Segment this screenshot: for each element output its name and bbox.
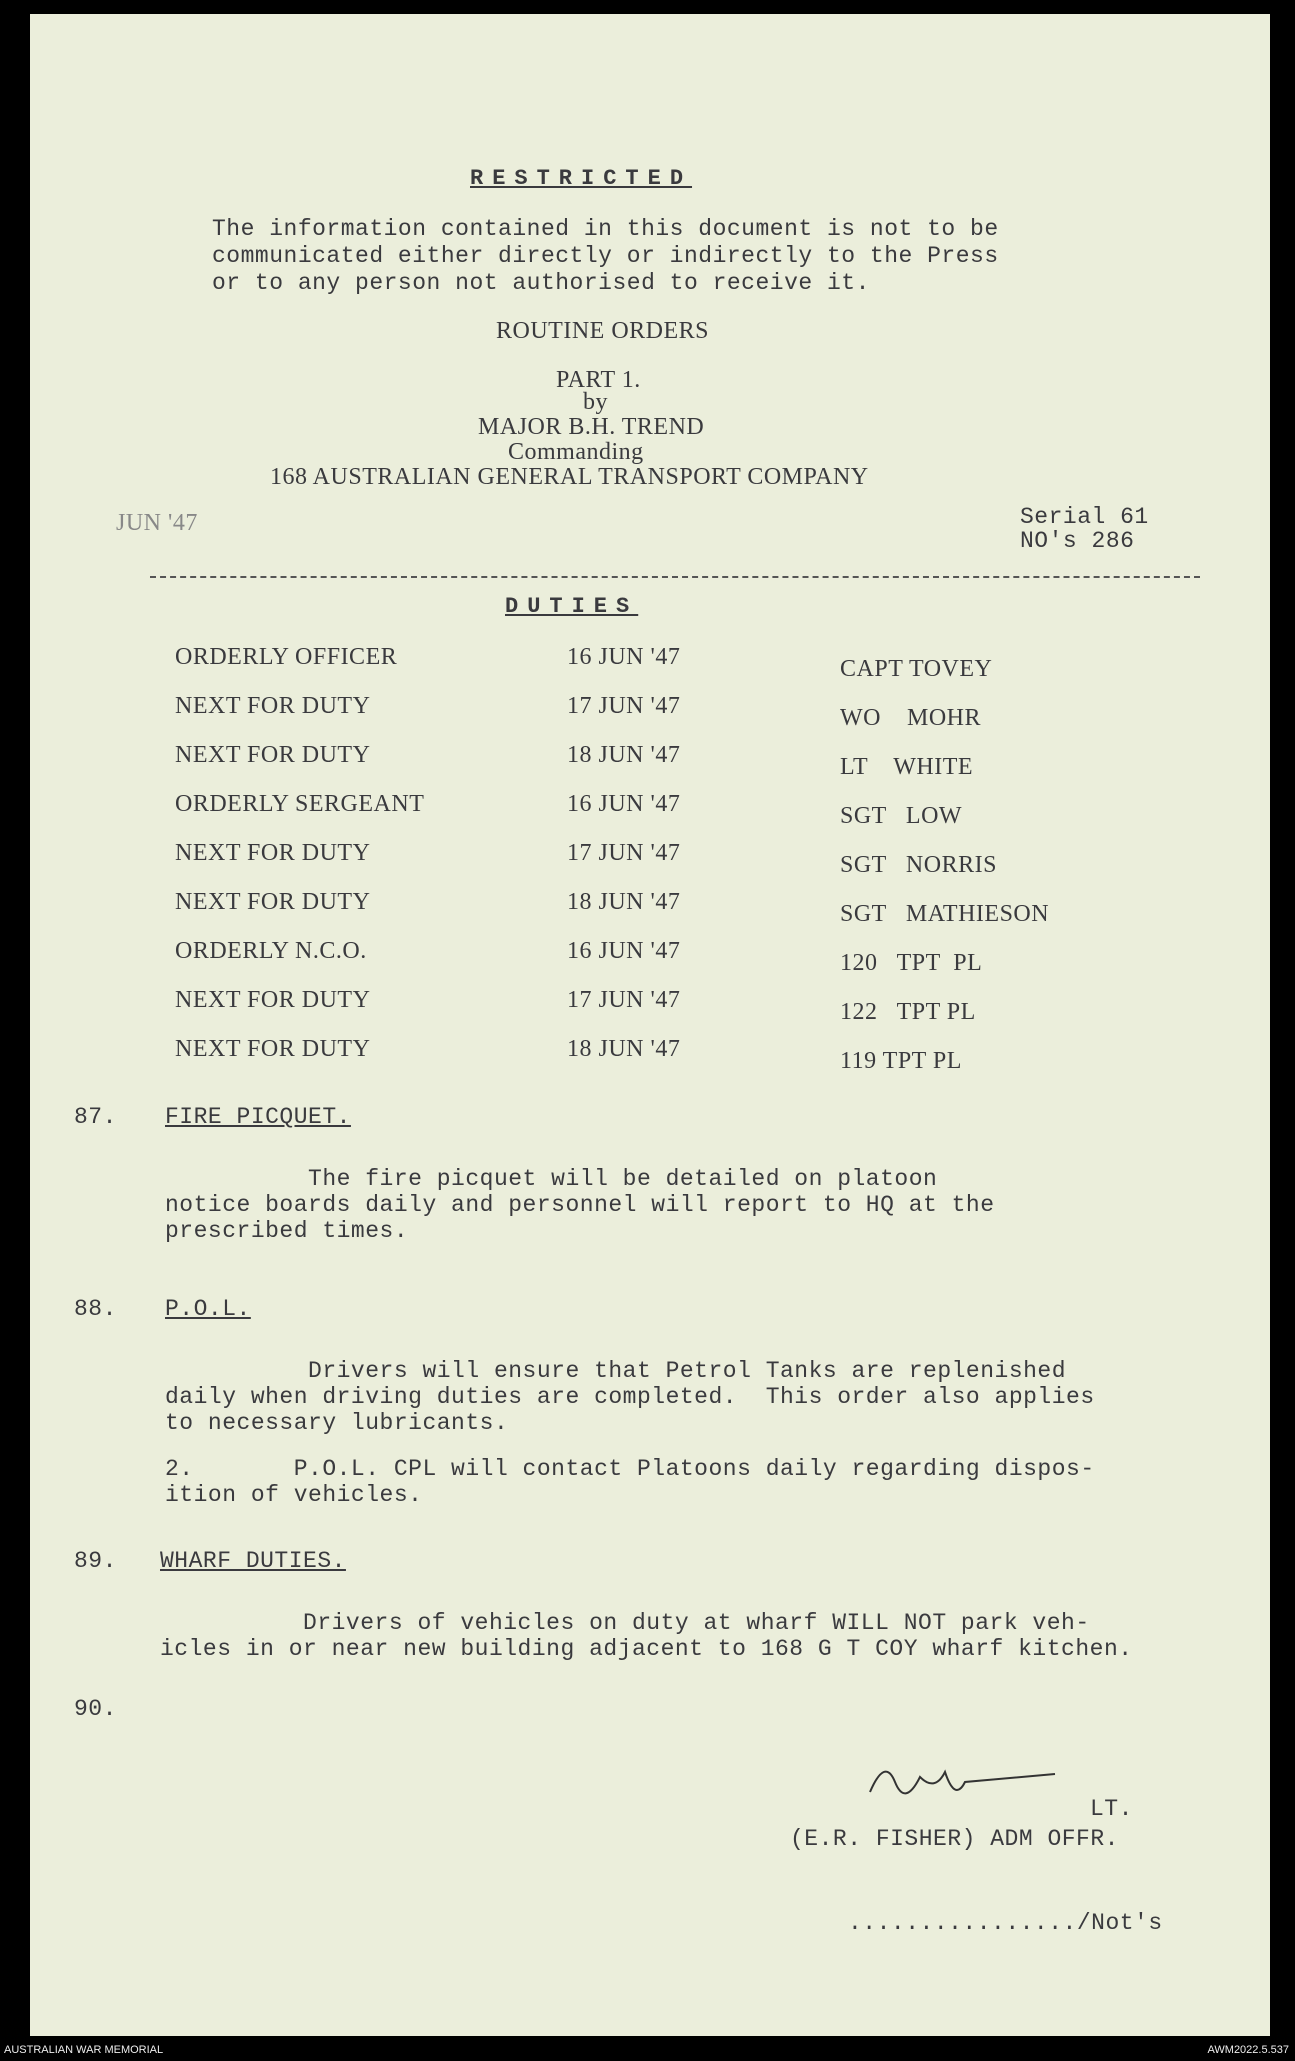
fire-line-2: notice boards daily and personnel will report to HQ at the: [165, 1192, 995, 1218]
duty-role: NEXT FOR DUTY: [175, 889, 371, 915]
notice-line-2: communicated either directly or indirectly to the Press: [212, 243, 999, 269]
signature-image: [865, 1752, 1065, 1812]
duty-date: 17 JUN '47: [567, 987, 681, 1013]
nos-number: NO's 286: [1020, 528, 1135, 554]
duty-person: CAPT TOVEY: [840, 656, 993, 682]
header-divider: [150, 576, 1200, 578]
duty-role: ORDERLY N.C.O.: [175, 938, 367, 964]
duty-role: NEXT FOR DUTY: [175, 987, 371, 1013]
duty-person: 119 TPT PL: [840, 1048, 962, 1074]
order-number-pol: 88.: [74, 1296, 117, 1322]
duty-role: NEXT FOR DUTY: [175, 1036, 371, 1062]
duty-date: 18 JUN '47: [567, 1036, 681, 1062]
order-number-wharf: 89.: [74, 1548, 117, 1574]
pol-sub-line-1: 2. P.O.L. CPL will contact Platoons daily regarding dispos-: [165, 1456, 1095, 1482]
routine-orders-title: ROUTINE ORDERS: [496, 318, 710, 344]
duty-person: SGT MATHIESON: [840, 901, 1050, 927]
signature-name: (E.R. FISHER) ADM OFFR.: [790, 1826, 1119, 1852]
order-title-pol: P.O.L.: [165, 1296, 251, 1322]
continued-note: ................/Not's: [848, 1910, 1163, 1936]
order-number-fire: 87.: [74, 1104, 117, 1130]
pol-line-2: daily when driving duties are completed. This order also applies: [165, 1384, 1095, 1410]
major-name: MAJOR B.H. TREND: [478, 414, 705, 440]
duty-person: 120 TPT PL: [840, 950, 983, 976]
by-label: by: [583, 389, 608, 415]
notice-line-3: or to any person not authorised to receive it.: [212, 270, 870, 296]
duty-role: NEXT FOR DUTY: [175, 693, 371, 719]
archive-footer: [0, 2039, 1295, 2061]
duty-person: SGT LOW: [840, 803, 963, 829]
restricted-heading: RESTRICTED: [470, 166, 693, 191]
commanding-label: Commanding: [508, 439, 644, 465]
duty-date: 18 JUN '47: [567, 742, 681, 768]
duty-role: ORDERLY OFFICER: [175, 644, 398, 670]
wharf-line-2: icles in or near new building adjacent to 168 G T COY wharf kitchen.: [160, 1636, 1133, 1662]
duty-role: ORDERLY SERGEANT: [175, 791, 425, 817]
duty-date: 17 JUN '47: [567, 840, 681, 866]
order-number-next: 90.: [74, 1696, 117, 1722]
wharf-line-1: Drivers of vehicles on duty at wharf WILL NOT park veh-: [160, 1610, 1090, 1636]
duty-date: 18 JUN '47: [567, 889, 681, 915]
company-name: 168 AUSTRALIAN GENERAL TRANSPORT COMPANY: [270, 464, 869, 490]
signature-rank: LT.: [1090, 1796, 1133, 1822]
part-label: PART 1.: [556, 367, 641, 393]
pol-line-3: to necessary lubricants.: [165, 1410, 509, 1436]
duty-date: 17 JUN '47: [567, 693, 681, 719]
order-title-fire: FIRE PICQUET.: [165, 1104, 351, 1130]
fire-line-3: prescribed times.: [165, 1218, 409, 1244]
duty-role: NEXT FOR DUTY: [175, 742, 371, 768]
duty-person: WO MOHR: [840, 705, 981, 731]
duty-person: LT WHITE: [840, 754, 974, 780]
duty-date: 16 JUN '47: [567, 938, 681, 964]
duty-date: 16 JUN '47: [567, 644, 681, 670]
footer-source: AUSTRALIAN WAR MEMORIAL: [4, 2044, 164, 2056]
duty-person: SGT NORRIS: [840, 852, 997, 878]
duties-heading: DUTIES: [505, 594, 639, 619]
pol-line-1: Drivers will ensure that Petrol Tanks are replenished: [165, 1358, 1067, 1384]
serial-number: Serial 61: [1020, 504, 1149, 530]
document-date: JUN '47: [116, 510, 198, 536]
duty-person: 122 TPT PL: [840, 999, 976, 1025]
footer-reference: AWM2022.5.537: [1207, 2044, 1289, 2056]
duty-date: 16 JUN '47: [567, 791, 681, 817]
document-page: [30, 14, 1270, 2036]
order-title-wharf: WHARF DUTIES.: [160, 1548, 346, 1574]
pol-sub-line-2: ition of vehicles.: [165, 1482, 423, 1508]
duty-role: NEXT FOR DUTY: [175, 840, 371, 866]
fire-line-1: The fire picquet will be detailed on platoon: [165, 1166, 938, 1192]
notice-line-1: The information contained in this document is not to be: [212, 216, 999, 242]
